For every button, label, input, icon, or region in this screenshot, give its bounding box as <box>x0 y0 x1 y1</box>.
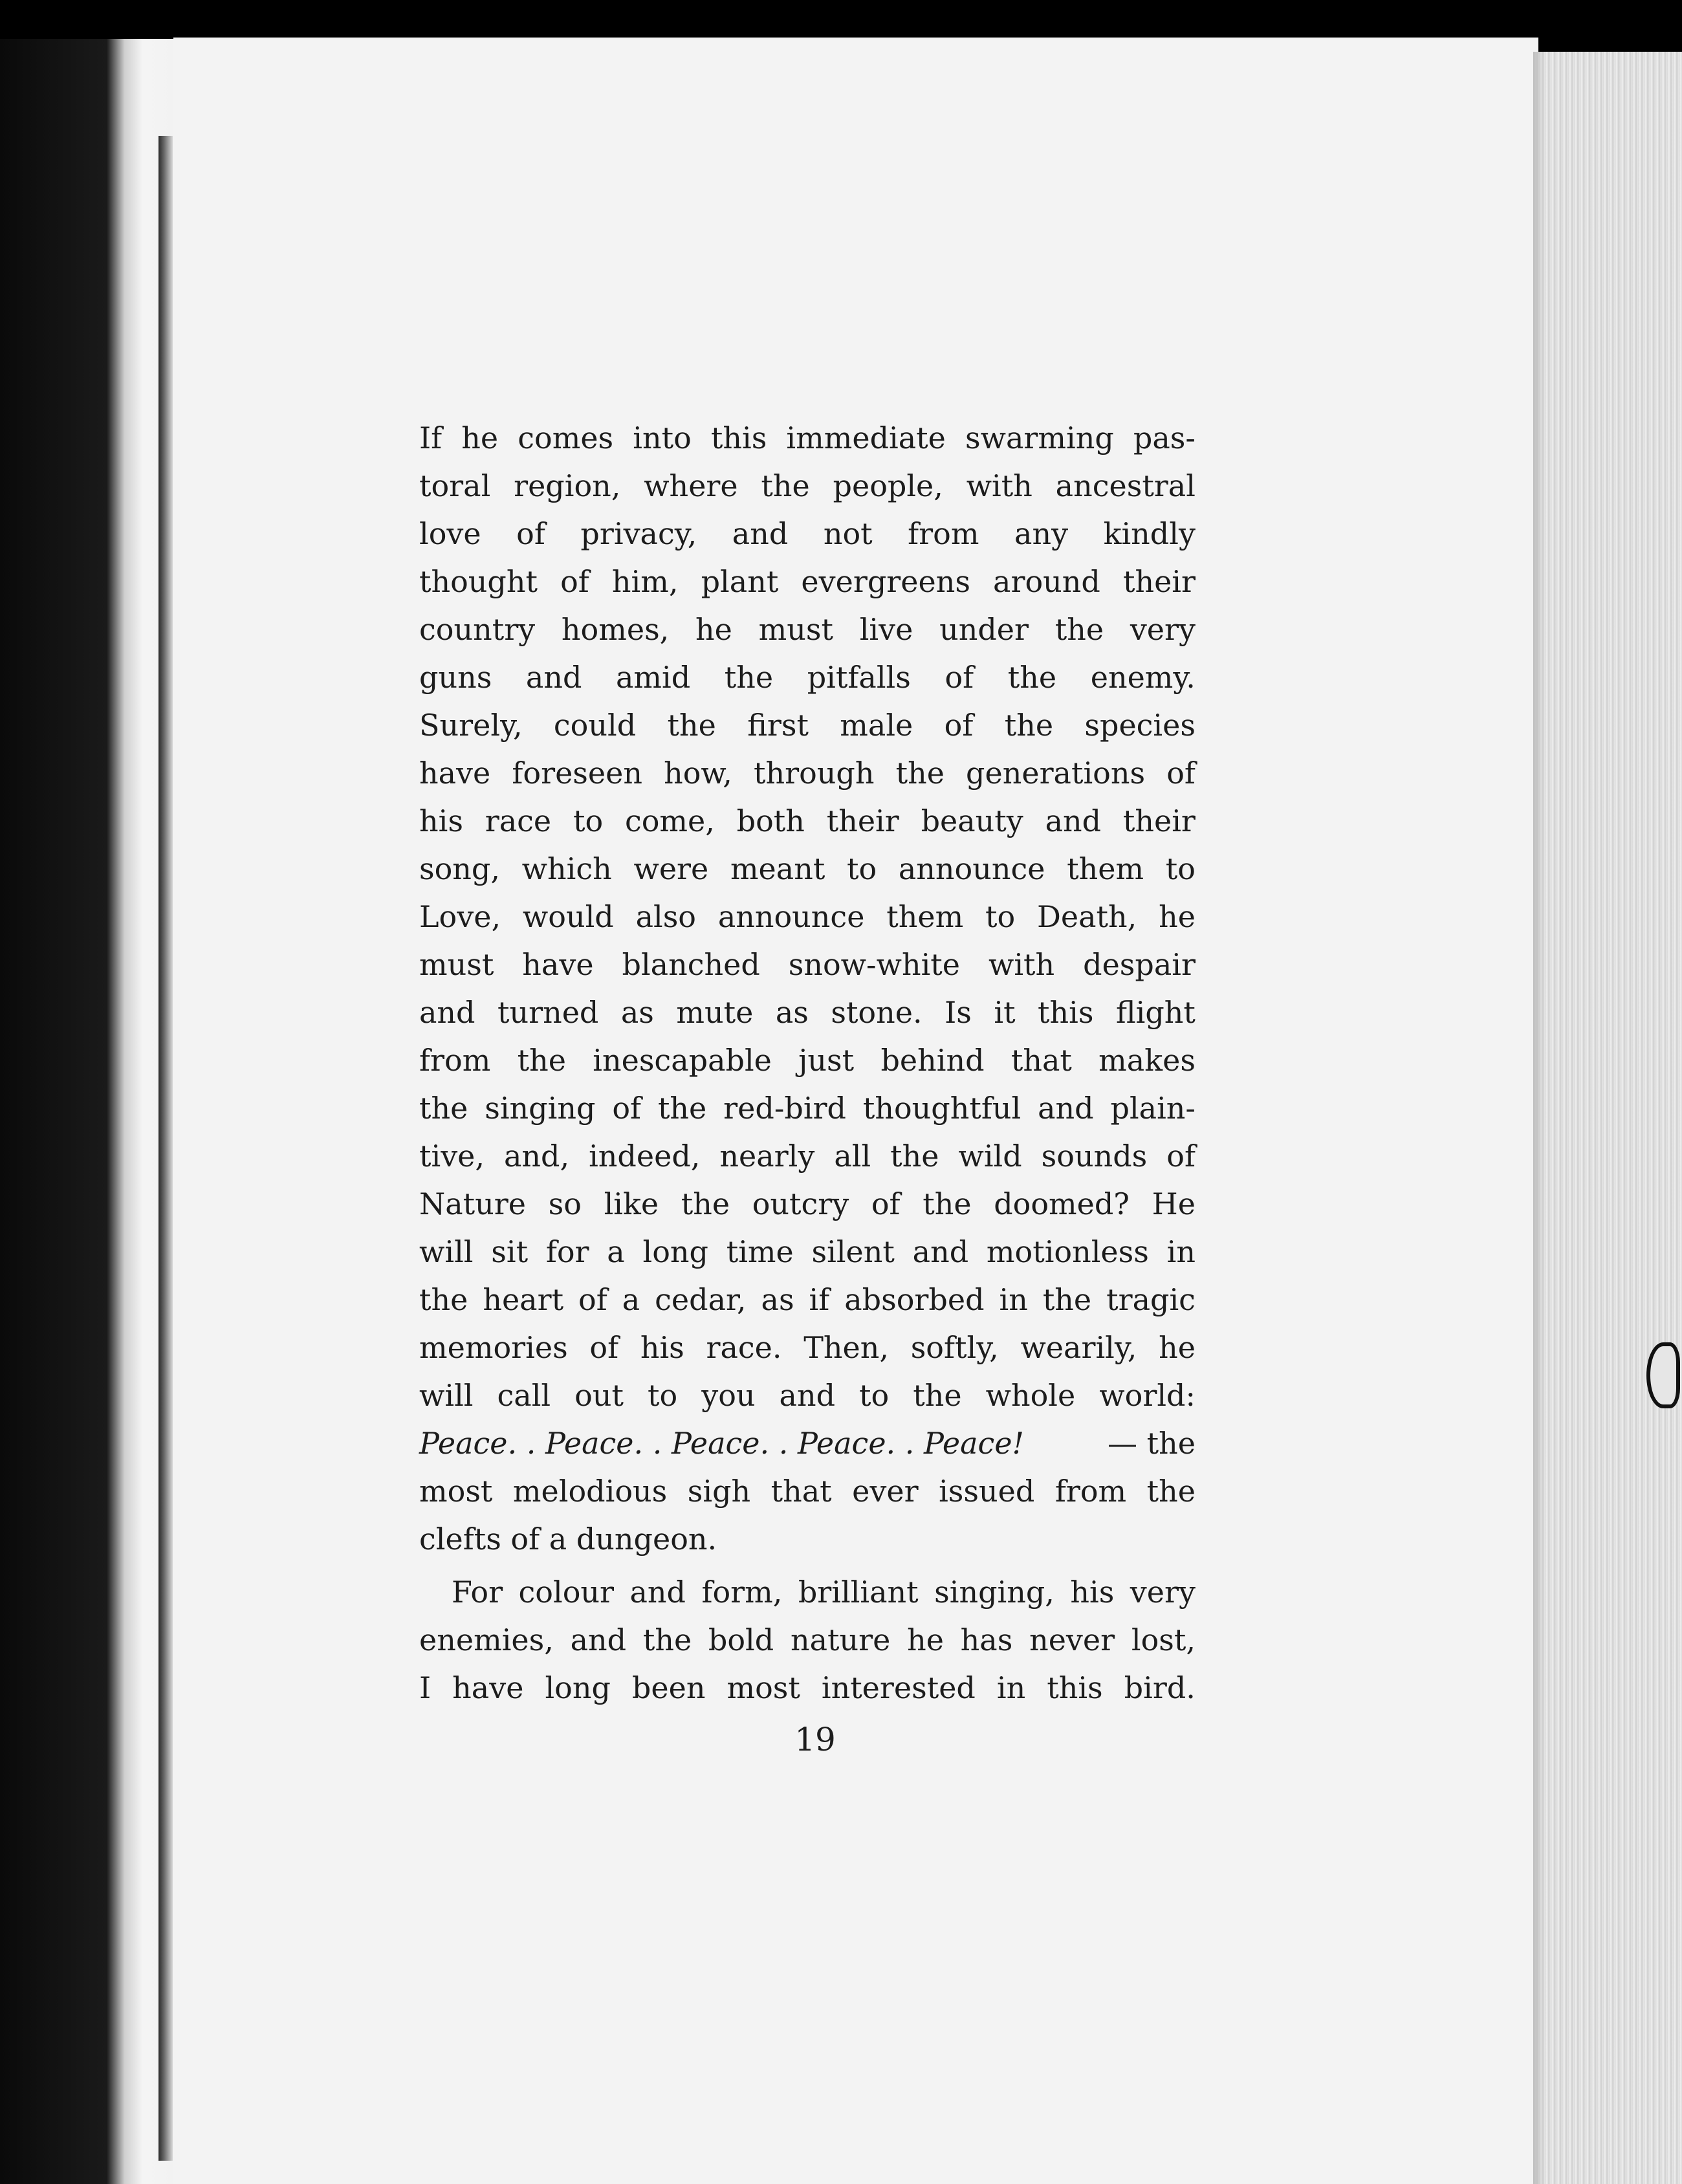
text-line: toral region, where the people, with ancestral <box>419 468 1196 503</box>
paragraph-gap <box>419 1563 1196 1568</box>
text-line: the heart of a cedar, as if absorbed in the tragic <box>419 1282 1196 1317</box>
text-line: If he comes into this immediate swarming pas- <box>419 420 1196 455</box>
text-line: Nature so like the outcry of the doomed? He <box>419 1186 1196 1221</box>
facing-page-edge <box>0 39 178 2184</box>
binding-gutter <box>158 136 173 2161</box>
text-line: have foreseen how, through the generations of <box>419 756 1196 791</box>
text-line: Love, would also announce them to Death, he <box>419 899 1196 934</box>
text-line: clefts of a dungeon. <box>419 1522 717 1556</box>
text-line: song, which were meant to announce them to <box>419 851 1196 886</box>
text-line: memories of his race. Then, softly, wearily, he <box>419 1330 1196 1365</box>
text-line: I have long been most interested in this bird. <box>419 1670 1196 1705</box>
text-line: must have blanched snow-white with despair <box>419 947 1196 982</box>
text-line: Surely, could the first male of the species <box>419 708 1196 743</box>
text-line: and turned as mute as stone. Is it this flight <box>419 995 1196 1030</box>
text-line: the singing of the red-bird thoughtful and plain- <box>419 1091 1196 1126</box>
text-line: guns and amid the pitfalls of the enemy. <box>419 660 1196 695</box>
text-line: will sit for a long time silent and motionless in <box>419 1234 1196 1269</box>
text-line: will call out to you and to the whole world: <box>419 1378 1196 1413</box>
text-line: from the inescapable just behind that makes <box>419 1043 1196 1078</box>
page-clip-icon <box>1646 1342 1680 1408</box>
text-line: For colour and form, brilliant singing, his very <box>452 1575 1196 1610</box>
text-line: country homes, he must live under the very <box>419 612 1196 647</box>
text-line: tive, and, indeed, nearly all the wild sounds of <box>419 1139 1196 1174</box>
text-line: most melodious sigh that ever issued from the <box>419 1474 1196 1509</box>
page-number: 19 <box>794 1721 836 1758</box>
page-block-shadow <box>1533 52 1545 2184</box>
text-line: love of privacy, and not from any kindly <box>419 516 1196 551</box>
page-block-edge <box>1533 52 1682 2184</box>
text-line: thought of him, plant evergreens around their <box>419 564 1196 599</box>
peace-calls: Peace. . Peace. . Peace. . Peace. . Peace! <box>419 1426 1025 1461</box>
italic-text-line <box>419 1419 1196 1467</box>
body-text <box>419 414 1196 1712</box>
text-line: enemies, and the bold nature he has never lost, <box>419 1622 1196 1657</box>
text-line: his race to come, both their beauty and their <box>419 803 1196 838</box>
line-tail: — the <box>1108 1426 1196 1461</box>
